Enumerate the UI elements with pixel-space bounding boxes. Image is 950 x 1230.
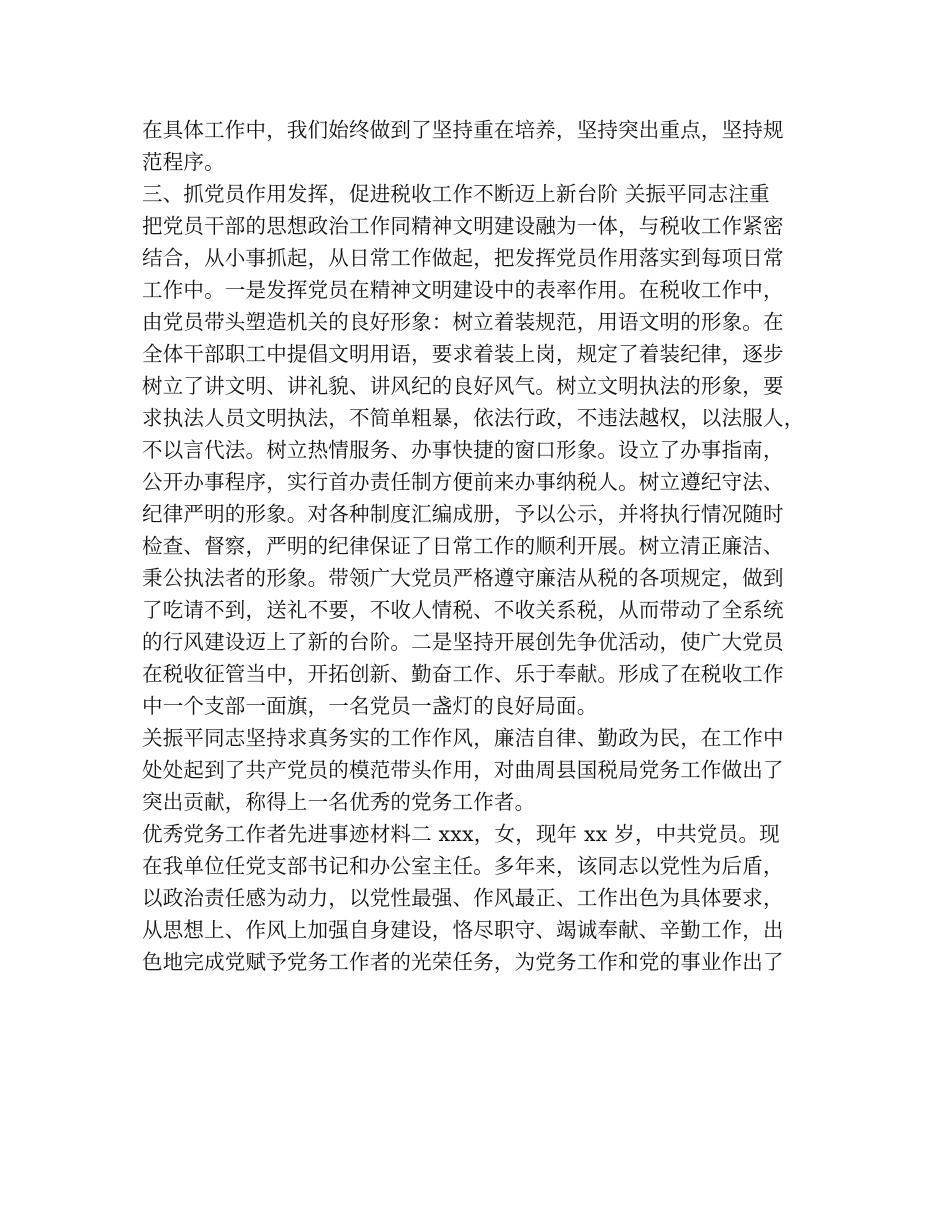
text-line: 把党员干部的思想政治工作同精神文明建设融为一体，与税收工作紧密	[142, 214, 784, 238]
text-line: 工作中。一是发挥党员在精神文明建设中的表率作用。在税收工作中，	[142, 278, 784, 302]
document-body	[142, 114, 832, 978]
text-line: 关振平同志坚持求真务实的工作作风，廉洁自律、勤政为民，在工作中	[142, 726, 784, 750]
text-line: 在我单位任党支部书记和办公室主任。多年来，该同志以党性为后盾，	[142, 854, 784, 878]
text-line: 树立了讲文明、讲礼貌、讲风纪的良好风气。树立文明执法的形象，要	[142, 374, 784, 398]
text-line: 三、抓党员作用发挥，促进税收工作不断迈上新台阶 关振平同志注重	[142, 182, 770, 206]
text-line: 以政治责任感为动力，以党性最强、作风最正、工作出色为具体要求，	[142, 886, 784, 910]
text-line: 在具体工作中，我们始终做到了坚持重在培养，坚持突出重点，坚持规	[142, 118, 784, 142]
text-line: 秉公执法者的形象。带领广大党员严格遵守廉洁从税的各项规定，做到	[142, 566, 784, 590]
text-line: 由党员带头塑造机关的良好形象：树立着装规范，用语文明的形象。在	[142, 310, 784, 334]
text-line: 全体干部职工中提倡文明用语，要求着装上岗，规定了着装纪律，逐步	[142, 342, 784, 366]
text-line: 中一个支部一面旗，一名党员一盏灯的良好局面。	[142, 694, 598, 718]
text-line: 结合，从小事抓起，从日常工作做起，把发挥党员作用落实到每项日常	[142, 246, 784, 270]
text-line: 公开办事程序，实行首办责任制方便前来办事纳税人。树立遵纪守法、	[142, 470, 784, 494]
text-line: 在税收征管当中，开拓创新、勤奋工作、乐于奉献。形成了在税收工作	[142, 662, 784, 686]
text-line: 纪律严明的形象。对各种制度汇编成册，予以公示，并将执行情况随时	[142, 502, 784, 526]
text-line: 色地完成党赋予党务工作者的光荣任务，为党务工作和党的事业作出了	[142, 950, 784, 974]
text-line: 优秀党务工作者先进事迹材料二 xxx，女，现年 xx 岁，中共党员。现	[142, 822, 780, 846]
text-line: 检查、督察，严明的纪律保证了日常工作的顺利开展。树立清正廉洁、	[142, 534, 784, 558]
text-line: 突出贡献，称得上一名优秀的党务工作者。	[142, 790, 536, 814]
text-line: 从思想上、作风上加强自身建设，恪尽职守、竭诚奉献、辛勤工作，出	[142, 918, 784, 942]
text-line: 了吃请不到，送礼不要，不收人情税、不收关系税，从而带动了全系统	[142, 598, 784, 622]
text-line: 处处起到了共产党员的模范带头作用，对曲周县国税局党务工作做出了	[142, 758, 784, 782]
text-line: 范程序。	[142, 150, 225, 174]
text-line: 不以言代法。树立热情服务、办事快捷的窗口形象。设立了办事指南，	[142, 438, 784, 462]
text-line: 求执法人员文明执法，不简单粗暴，依法行政，不违法越权，以法服人，	[142, 406, 805, 430]
text-line: 的行风建设迈上了新的台阶。二是坚持开展创先争优活动，使广大党员	[142, 630, 784, 654]
